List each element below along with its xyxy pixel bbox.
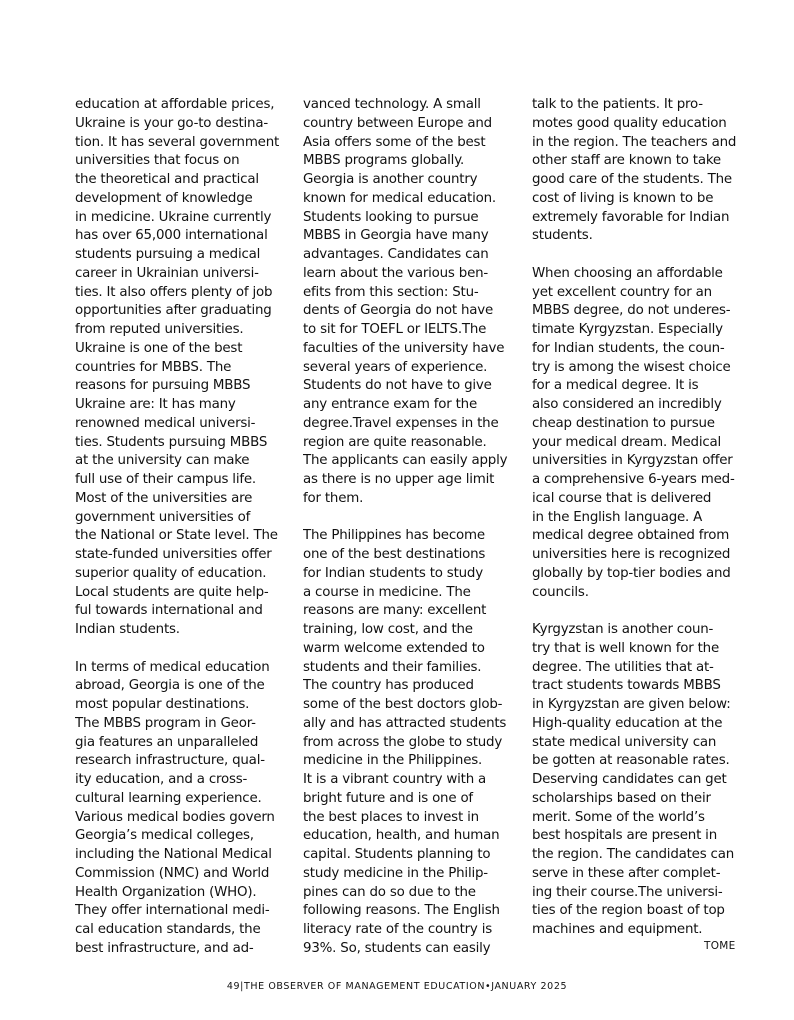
paragraph-kyrgyzstan-utilities: Kyrgyzstan is another coun- try that is well known for the degree. The utilities that at- tract students towards MBBS in Kyrgyzstan are given below: High-quality education at the state medical university can be gotten at reasonable rates. Deserving candidates can get scholarships based on their merit. Some of the world’s best hospitals are present in the region. The candidates can serve in these after complet- ing their course.The universi- ties of the region boast of top machines and equipment. xyxy=(532,622,735,937)
continued-marker: TOME xyxy=(704,940,736,952)
paragraph-philippines-cont: talk to the patients. It pro- motes good quality education in the region. The teachers and other staff are known to take good care of the students. The cost of living is known to be extremely favorable for Indian students. xyxy=(532,97,737,244)
paragraph-kyrgyzstan-intro: When choosing an affordable yet excellent country for an MBBS degree, do not underes- timate Kyrgyzstan. Especially for Indian students, the coun- try is among the wisest choice for a medical degree. It is also considered an incredibly cheap destination to pursue your medical dream. Medical universities in Kyrgyzstan offer a comprehensive 6-years med- ical course that is delivered in the English language. A medical degree obtained from universities here is recognized globally by top-tier bodies and councils. xyxy=(532,265,735,600)
paragraph-georgia-intro: In terms of medical education abroad, Georgia is one of the most popular destinations. The MBBS program in Geor- gia features an unparalleled research infrastructure, qual- ity education, and a cross- cultural learning experience. Various medical bodies govern Georgia’s medical colleges, including the National Medical Commission (NMC) and World Health Organization (WHO). They offer international medi- cal education standards, the best infrastructure, and ad- xyxy=(75,659,275,956)
article-column-1 xyxy=(75,96,289,959)
paragraph-philippines: The Philippines has become one of the best destinations for Indian students to study a course in medicine. The reasons are many: excellent training, low cost, and the warm welcome extended to students and their families. The country has produced some of the best doctors glob- ally and has attracted students from across the globe to study medicine in the Philippines. It is a vibrant country with a bright future and is one of the best places to invest in education, health, and human capital. Students planning to study medicine in the Philip- pines can do so due to the following reasons. The English literacy rate of the country is 93%. So, students can easily xyxy=(303,528,507,956)
article-column-3 xyxy=(532,96,744,940)
paragraph-georgia-benefits: vanced technology. A small country between Europe and Asia offers some of the best MBBS programs globally. Georgia is another country known for medical education. Students looking to pursue MBBS in Georgia have many advantages. Candidates can learn about the various ben- efits from this section: Stu- dents of Georgia do not have to sit for TOEFL or IELTS.The faculties of the university have several years of experience. Students do not have to give any entrance exam for the degree.Travel expenses in the region are quite reasonable. The applicants can easily apply as there is no upper age limit for them. xyxy=(303,97,508,506)
article-column-2 xyxy=(303,96,517,959)
paragraph-ukraine: education at affordable prices, Ukraine is your go-to destina- tion. It has several government universities that focus on the theoretical and practical development of knowledge in medicine. Ukraine currently has over 65,000 international students pursuing a medical career in Ukrainian universi- ties. It also offers plenty of job opportunities after graduating from reputed universities. Ukraine is one of the best countries for MBBS. The reasons for pursuing MBBS Ukraine are: It has many renowned medical universi- ties. Students pursuing MBBS at the university can make full use of their campus life. Most of the universities are government universities of the National or State level. The state-funded universities offer superior quality of education. Local students are quite help- ful towards international and Indian students. xyxy=(75,97,280,637)
page-footer: 49|THE OBSERVER OF MANAGEMENT EDUCATION•JANUARY 2025 xyxy=(226,981,568,992)
